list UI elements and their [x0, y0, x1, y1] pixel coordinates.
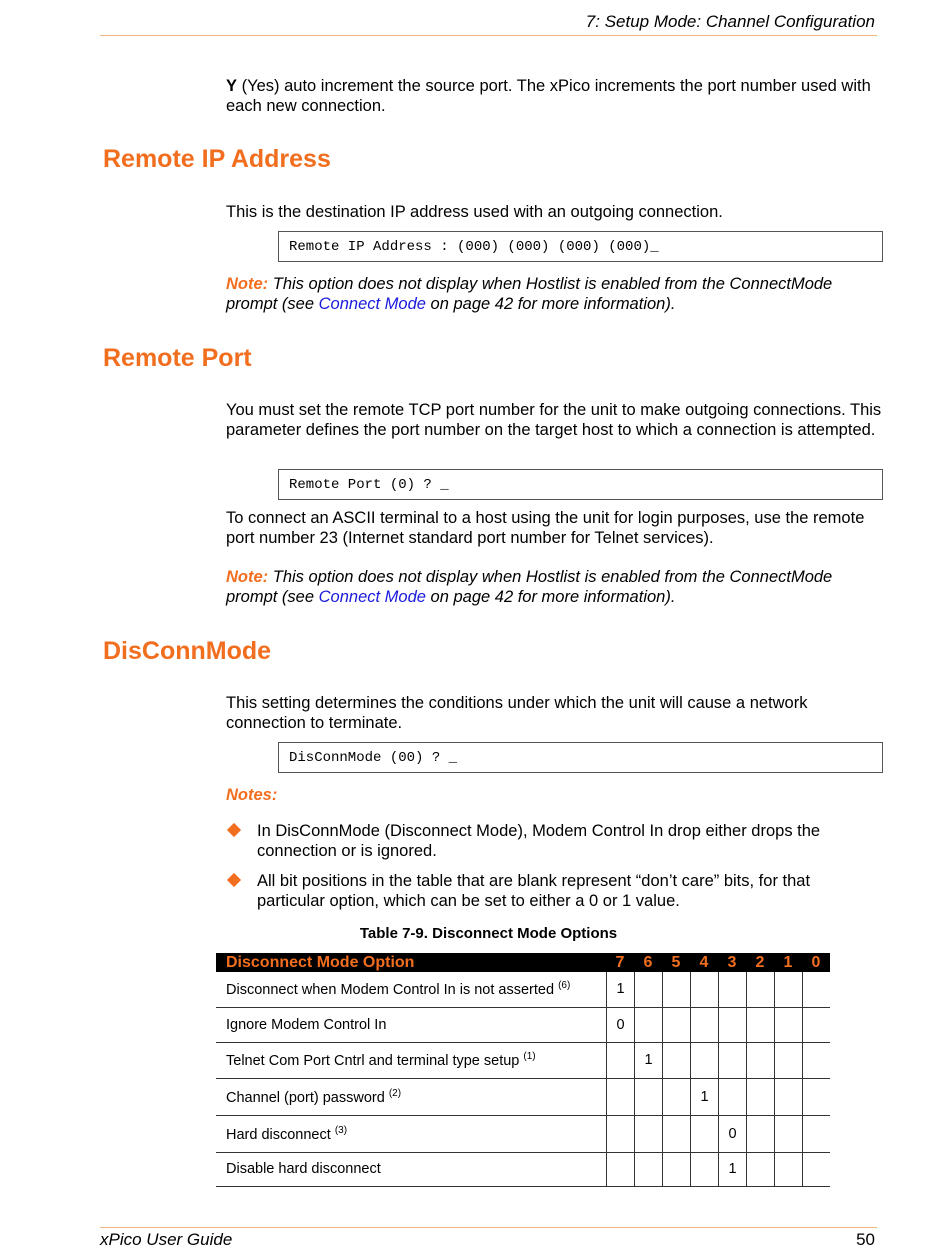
heading-remote-port: Remote Port — [103, 344, 252, 372]
option-name-cell — [216, 1007, 606, 1042]
option-name-cell — [216, 1078, 606, 1115]
disconnmode-text: This setting determines the conditions under which the unit will cause a network connection to terminate. — [226, 694, 808, 732]
disconnect-mode-table — [216, 953, 830, 1187]
bit-cell — [802, 1152, 830, 1186]
remote-ip-code: Remote IP Address : (000) (000) (000) (000)_ — [278, 231, 883, 262]
bit-cell — [634, 972, 662, 1007]
bit-cell — [746, 1115, 774, 1152]
bit-cell — [634, 1007, 662, 1042]
remote-port-text2: To connect an ASCII terminal to a host using the unit for login purposes, use the remote port number 23 (Internet standard port number for Telnet services). — [226, 509, 865, 547]
bit-cell — [774, 1078, 802, 1115]
bit-cell — [662, 1007, 690, 1042]
bit-cell: 1 — [718, 1152, 746, 1186]
column-header-bit: 1 — [774, 953, 802, 972]
note-label: Note: — [226, 275, 269, 293]
bit-cell — [746, 1152, 774, 1186]
bit-cell — [774, 972, 802, 1007]
option-name-cell — [216, 1042, 606, 1078]
note-text-after: on page 42 for more information). — [425, 295, 676, 313]
bullet-item: All bit positions in the table that are blank represent “don’t care” bits, for that particular option, which can be set to either a 0 or 1 value. — [257, 872, 811, 910]
disconnmode-code: DisConnMode (00) ? _ — [278, 742, 883, 773]
bit-cell — [802, 1007, 830, 1042]
bit-cell: 1 — [606, 972, 634, 1007]
bit-cell — [690, 1007, 718, 1042]
option-name: Telnet Com Port Cntrl and terminal type setup — [226, 1052, 520, 1069]
bit-cell — [774, 1007, 802, 1042]
bit-cell: 1 — [690, 1078, 718, 1115]
column-header-bit: 4 — [690, 953, 718, 972]
option-name: Ignore Modem Control In — [226, 1016, 387, 1033]
heading-remote-ip: Remote IP Address — [103, 145, 331, 173]
option-name: Channel (port) password — [226, 1089, 385, 1106]
bit-cell — [802, 1042, 830, 1078]
bullet-item: In DisConnMode (Disconnect Mode), Modem Control In drop either drops the connection or is ignored. — [257, 822, 821, 860]
footnote-ref: (2) — [388, 1087, 402, 1099]
notes-label: Notes: — [226, 786, 278, 804]
column-header-bit: 7 — [606, 953, 634, 972]
remote-ip-text: This is the destination IP address used with an outgoing connection. — [226, 203, 723, 221]
note-text: This option does not display when Hostlist is enabled from the ConnectMode prompt (see — [226, 568, 833, 606]
remote-ip-note — [226, 274, 886, 314]
bit-cell — [634, 1152, 662, 1186]
intro-text: (Yes) auto increment the source port. The xPico increments the port number used with each new connection. — [226, 77, 871, 115]
table-header-row — [216, 953, 830, 972]
bit-cell — [774, 1152, 802, 1186]
connect-mode-link[interactable]: Connect Mode — [318, 588, 426, 606]
header-rule — [100, 35, 877, 36]
diamond-bullet-icon — [227, 873, 241, 887]
remote-port-text: You must set the remote TCP port number for the unit to make outgoing connections. This parameter defines the port number on the target host to which a connection is attempted. — [226, 401, 882, 439]
page-number: 50 — [856, 1230, 875, 1249]
note-text: This option does not display when Hostlist is enabled from the ConnectMode prompt (see — [226, 275, 833, 313]
bit-cell — [802, 972, 830, 1007]
footnote-ref: (3) — [334, 1124, 348, 1136]
table-row — [216, 1078, 830, 1115]
option-name-cell — [216, 1152, 606, 1186]
note-label: Note: — [226, 568, 269, 586]
bit-cell — [662, 1078, 690, 1115]
table-caption: Table 7-9. Disconnect Mode Options — [359, 925, 618, 942]
bit-cell — [606, 1115, 634, 1152]
bit-cell — [662, 1042, 690, 1078]
table-row — [216, 1007, 830, 1042]
bit-cell — [690, 972, 718, 1007]
table-row — [216, 1042, 830, 1078]
bit-cell — [662, 1115, 690, 1152]
bit-cell: 1 — [634, 1042, 662, 1078]
intro-bold: Y — [226, 77, 238, 95]
bit-cell: 0 — [718, 1115, 746, 1152]
option-name-cell — [216, 972, 606, 1007]
footer-title: xPico User Guide — [100, 1230, 233, 1249]
remote-port-note — [226, 567, 886, 607]
diamond-bullet-icon — [227, 823, 241, 837]
bit-cell — [690, 1115, 718, 1152]
option-name-cell — [216, 1115, 606, 1152]
connect-mode-link[interactable]: Connect Mode — [318, 295, 426, 313]
bit-cell — [662, 1152, 690, 1186]
note-text-after: on page 42 for more information). — [425, 588, 676, 606]
column-header-option: Disconnect Mode Option — [216, 953, 606, 972]
bit-cell — [746, 972, 774, 1007]
bit-cell — [634, 1078, 662, 1115]
bit-cell — [662, 972, 690, 1007]
bit-cell — [606, 1152, 634, 1186]
bit-cell — [718, 1042, 746, 1078]
footnote-ref: (6) — [558, 980, 571, 992]
bit-cell — [718, 1007, 746, 1042]
column-header-bit: 0 — [802, 953, 830, 972]
table-row — [216, 1115, 830, 1152]
intro-paragraph — [226, 76, 886, 116]
table-row — [216, 1152, 830, 1186]
bit-cell — [690, 1152, 718, 1186]
bit-cell — [690, 1042, 718, 1078]
bit-cell — [802, 1078, 830, 1115]
bit-cell: 0 — [606, 1007, 634, 1042]
bit-cell — [746, 1007, 774, 1042]
bit-cell — [774, 1115, 802, 1152]
column-header-bit: 5 — [662, 953, 690, 972]
bit-cell — [746, 1042, 774, 1078]
option-name: Hard disconnect — [226, 1126, 331, 1143]
bit-cell — [606, 1042, 634, 1078]
column-header-bit: 2 — [746, 953, 774, 972]
bit-cell — [802, 1115, 830, 1152]
running-header: 7: Setup Mode: Channel Configuration — [585, 12, 875, 31]
footnote-ref: (1) — [523, 1051, 536, 1063]
bit-cell — [746, 1078, 774, 1115]
column-header-bit: 3 — [718, 953, 746, 972]
option-name: Disconnect when Modem Control In is not asserted — [226, 982, 555, 999]
option-name: Disable hard disconnect — [226, 1161, 381, 1177]
bit-cell — [774, 1042, 802, 1078]
bit-cell — [634, 1115, 662, 1152]
bit-cell — [718, 972, 746, 1007]
column-header-bit: 6 — [634, 953, 662, 972]
bit-cell — [718, 1078, 746, 1115]
footer-rule — [100, 1227, 877, 1228]
remote-port-code: Remote Port (0) ? _ — [278, 469, 883, 500]
table-row — [216, 972, 830, 1007]
bit-cell — [606, 1078, 634, 1115]
heading-disconnmode: DisConnMode — [103, 637, 272, 665]
